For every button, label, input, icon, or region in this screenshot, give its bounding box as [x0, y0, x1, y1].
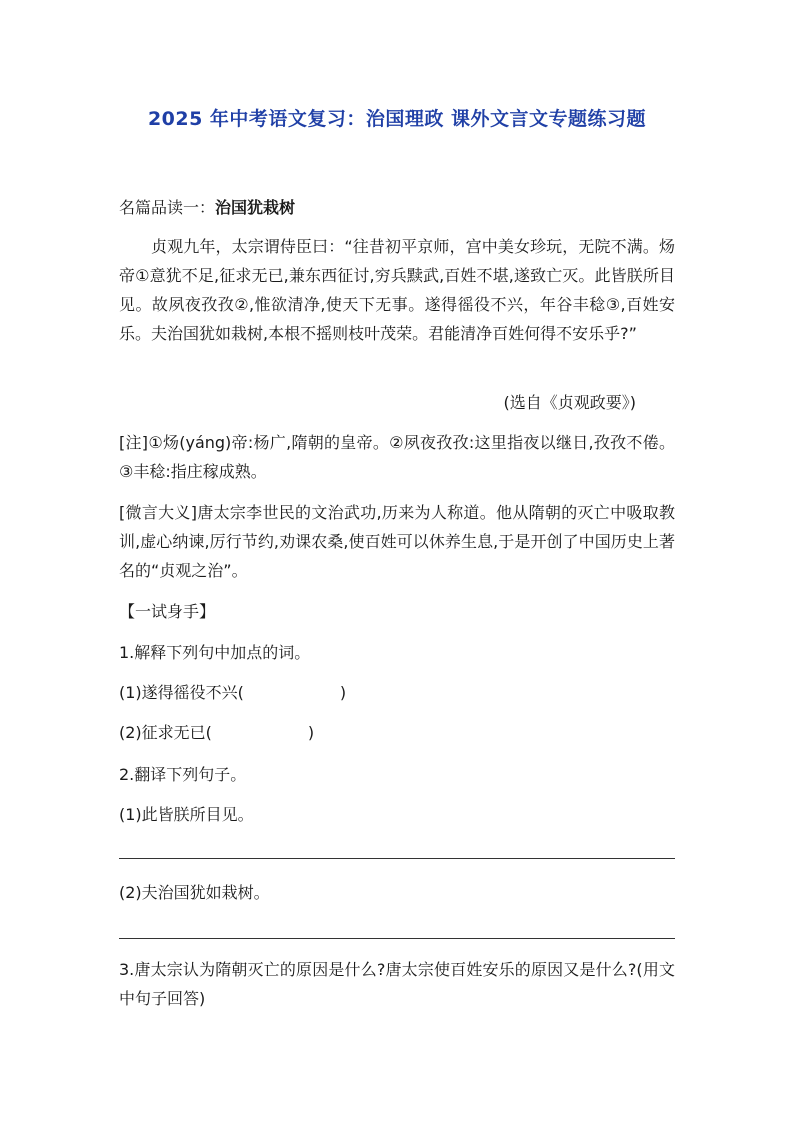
- q1a-close: ): [339, 683, 347, 702]
- question-1-item-2: [119, 718, 675, 747]
- section-name: 治国犹栽树: [215, 198, 296, 217]
- question-2: 2.翻译下列句子。: [119, 765, 247, 784]
- q1b-close: ): [307, 723, 315, 742]
- question-2-item-2: (2)夫治国犹如栽树。: [119, 883, 270, 902]
- question-3: 3.唐太宗认为隋朝灭亡的原因是什么?唐太宗使百姓安乐的原因又是什么?(用文中句子回答): [119, 960, 675, 1008]
- answer-line-2[interactable]: [119, 938, 675, 939]
- section-heading: [119, 193, 675, 222]
- answer-line-1[interactable]: [119, 858, 675, 859]
- passage-source: (选自《贞观政要》): [503, 393, 636, 412]
- q1b-prompt: (2)征求无已(: [119, 723, 212, 742]
- question-2-item-1: (1)此皆朕所目见。: [119, 805, 254, 824]
- classical-passage: 贞观九年，太宗谓侍臣曰：“往昔初平京师，宫中美女珍玩，无院不满。炀帝①意犹不足,征求无已,兼东西征讨,穷兵黩武,百姓不堪,遂致亡灭。此皆朕所目见。故夙夜孜孜②,惟欲清净,使天下无事。遂得徭役不兴，年谷丰稔③,百姓安乐。夫治国犹如栽树,本根不摇则枝叶茂荣。君能清净百姓何得不安乐乎?”: [119, 237, 675, 343]
- question-1-item-1: [119, 678, 675, 707]
- section-label: 名篇品读一：: [119, 198, 216, 217]
- q1a-prompt: (1)遂得徭役不兴(: [119, 683, 244, 702]
- exercise-heading: 【一试身手】: [119, 602, 216, 621]
- question-1: 1.解释下列句中加点的词。: [119, 643, 311, 662]
- commentary-paragraph: [微言大义]唐太宗李世民的文治武功,历来为人称道。他从隋朝的灭亡中吸取教训,虚心纳谏,厉行节约,劝课农桑,使百姓可以休养生息,于是开创了中国历史上著名的“贞观之治”。: [119, 503, 675, 580]
- annotation-note: [注]①炀(yáng)帝:杨广,隋朝的皇帝。②夙夜孜孜:这里指夜以继日,孜孜不倦。③丰稔:指庄稼成熟。: [119, 433, 675, 481]
- page-title: 2025 年中考语文复习：治国理政 课外文言文专题练习题: [147, 108, 647, 130]
